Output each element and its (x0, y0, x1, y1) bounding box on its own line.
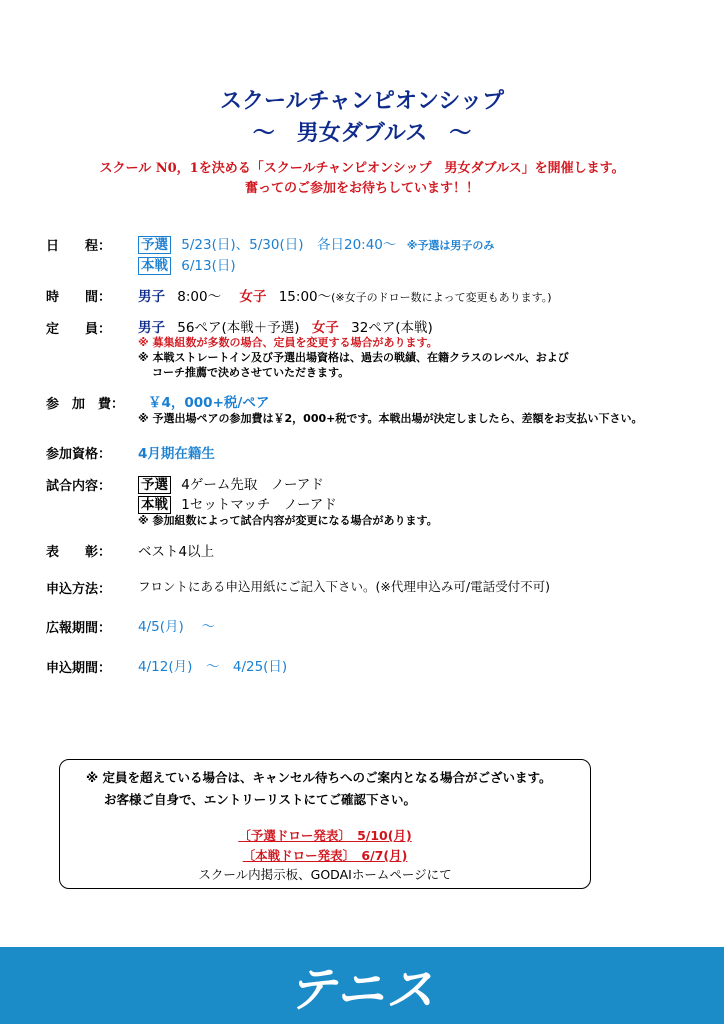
format-prelim-tag: 予選 (138, 476, 171, 494)
dates-main-row (138, 254, 236, 274)
footer-banner (0, 947, 724, 1024)
capacity-men-value: 56ペア(本戦＋予選) (177, 320, 300, 336)
format-label: 試合内容： (46, 479, 112, 494)
fee-value: ￥4，000+税/ペア (148, 395, 270, 411)
eligibility-value: 4月期在籍生 (138, 446, 215, 462)
page-title: スクールチャンピオンシップ (220, 88, 504, 114)
notice-box (59, 759, 591, 889)
format-main-value: 1セットマッチ ノーアド (181, 497, 337, 513)
notice-line-3: スクール内掲示板、GODAIホームページにて (198, 867, 452, 882)
time-men-label: 男子 (138, 289, 165, 305)
capacity-note-2: ※ 本戦ストレートイン及び予選出場資格は、過去の戦績、在籍クラスのレベル、および (138, 351, 569, 364)
page-subtitle: ～ 男女ダブルス ～ (252, 120, 472, 146)
apply-method-label: 申込方法： (46, 582, 112, 597)
capacity-note-1: ※ 募集組数が多数の場合、定員を変更する場合があります。 (138, 336, 438, 349)
award-value: ベスト4以上 (138, 544, 215, 560)
format-note: ※ 参加組数によって試合内容が変更になる場合があります。 (138, 514, 438, 527)
dates-prelim-row (138, 233, 494, 253)
intro-line-2: 奮ってのご参加をお待ちしています！！ (244, 181, 479, 196)
main-date: 6/13(日) (181, 258, 236, 274)
format-prelim-value: 4ゲーム先取 ノーアド (181, 477, 324, 493)
award-label: 表 彰： (46, 545, 112, 560)
prelim-dates: 5/23(日)、5/30(日) 各日20:40～ (181, 237, 397, 253)
time-men-value: 8:00～ (177, 289, 222, 305)
time-women-label: 女子 (239, 289, 267, 305)
notice-draw-1: 〔予選ドロー発表〕 5/10(月) (238, 828, 412, 843)
capacity-note-3: コーチ推薦で決めさせていただきます。 (152, 366, 350, 379)
time-note: (※女子のドロー数によって変更もあります。) (331, 291, 552, 304)
main-tag: 本戦 (138, 257, 171, 275)
apply-method-value: フロントにある申込用紙にご記入下さい。(※代理申込み可/電話受付不可) (138, 579, 550, 594)
intro-line-1: スクール N0，1を決める「スクールチャンピオンシップ 男女ダブルス」を開催します。 (99, 161, 625, 176)
pr-period-label: 広報期間： (46, 621, 112, 636)
format-main-row (138, 493, 337, 513)
capacity-row (138, 316, 433, 336)
prelim-tag: 予選 (138, 236, 171, 254)
notice-draw-2: 〔本戦ドロー発表〕 6/7(月) (242, 848, 408, 863)
apply-period-label: 申込期間： (46, 661, 112, 676)
capacity-women-value: 32ペア(本戦) (351, 320, 433, 336)
fee-note: ※ 予選出場ペアの参加費は￥2，000+税です。本戦出場が決定しましたら、差額をお支払い下さい。 (138, 412, 643, 425)
notice-line-2: お客様ご自身で、エントリーリストにてご確認下さい。 (104, 792, 417, 807)
time-label: 時 間： (46, 290, 112, 305)
dates-label: 日 程： (46, 239, 112, 254)
eligibility-label: 参加資格： (46, 447, 112, 462)
footer-logo: テニス (287, 962, 437, 1018)
format-main-tag: 本戦 (138, 496, 171, 514)
pr-period-value: 4/5(月) ～ (138, 619, 216, 635)
time-women-value: 15:00～ (278, 289, 332, 305)
format-prelim-row (138, 473, 324, 493)
capacity-men-label: 男子 (138, 320, 165, 336)
prelim-note: ※予選は男子のみ (406, 239, 495, 252)
fee-label: 参 加 費： (46, 397, 125, 412)
capacity-label: 定 員： (46, 322, 112, 337)
notice-line-1: ※ 定員を超えている場合は、キャンセル待ちへのご案内となる場合がございます。 (86, 770, 552, 785)
time-row (138, 285, 552, 305)
apply-period-value: 4/12(月) ～ 4/25(日) (138, 659, 288, 675)
capacity-women-label: 女子 (311, 320, 339, 336)
